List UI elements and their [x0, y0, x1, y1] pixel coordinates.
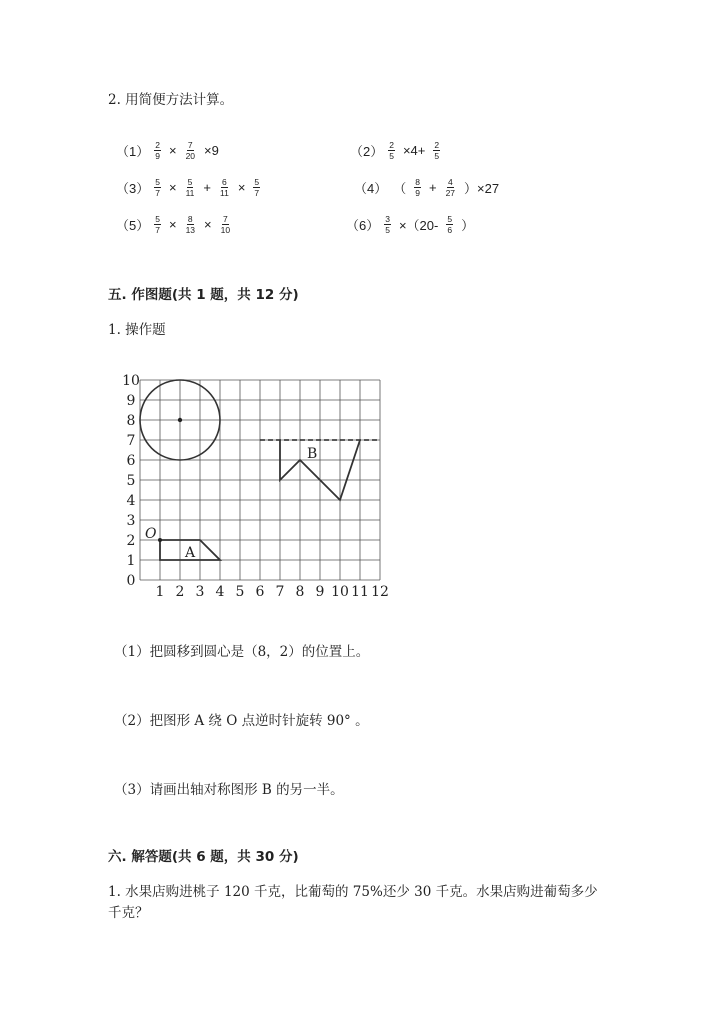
fraction — [185, 140, 196, 161]
operation-question-title: 1. 操作题 — [108, 322, 166, 338]
y-tick-label: 6 — [126, 453, 136, 469]
fraction — [154, 140, 161, 161]
problem-label: （6） — [346, 218, 380, 233]
task-1: （1）把圆移到圆心是（8，2）的位置上。 — [114, 644, 370, 660]
fraction — [433, 140, 440, 161]
operator: + — [428, 180, 437, 195]
y-tick-label: 1 — [126, 553, 136, 569]
x-tick-label: 1 — [155, 584, 165, 598]
y-tick-label: 8 — [126, 413, 136, 429]
numerator: 8 — [415, 177, 420, 187]
x-tick-label: 7 — [275, 584, 285, 598]
shape-b-label: B — [307, 446, 318, 462]
problem-3 — [116, 177, 262, 198]
y-tick-label: 3 — [126, 513, 136, 529]
y-tick-label: 9 — [126, 393, 136, 409]
numerator: 6 — [222, 177, 227, 187]
denominator: 11 — [219, 188, 229, 198]
fraction — [384, 214, 391, 235]
operator: ×9 — [204, 143, 219, 158]
fraction — [253, 177, 260, 198]
operator: ×（20- — [398, 218, 439, 233]
problem-label: （3） — [116, 181, 150, 196]
y-tick-label: 0 — [126, 573, 136, 589]
problem-1 — [116, 140, 222, 161]
y-tick-label: 10 — [122, 373, 140, 389]
operator: + — [203, 180, 211, 195]
x-tick-label: 11 — [351, 584, 369, 598]
operator: × — [168, 143, 177, 158]
x-tick-label: 4 — [215, 584, 225, 598]
denominator: 5 — [389, 151, 394, 161]
y-tick-label: 2 — [126, 533, 136, 549]
problem-label: （4） — [354, 181, 388, 196]
fraction — [154, 177, 161, 198]
numerator: 4 — [447, 177, 453, 187]
x-tick-label: 12 — [371, 584, 389, 598]
problem-label: （1） — [116, 144, 150, 159]
x-tick-label: 9 — [315, 584, 325, 598]
numerator: 7 — [222, 214, 228, 224]
operator: ） — [461, 218, 475, 233]
problem-4 — [354, 177, 502, 198]
fraction — [154, 214, 161, 235]
numerator: 2 — [389, 140, 394, 150]
fraction — [446, 214, 453, 235]
section-5-heading: 五. 作图题(共 1 题，共 12 分) — [108, 287, 299, 303]
denominator: 10 — [220, 225, 231, 235]
problem-5 — [116, 214, 233, 235]
fraction — [445, 177, 456, 198]
fraction — [414, 177, 421, 198]
fraction — [219, 177, 230, 198]
denominator: 27 — [445, 188, 456, 198]
task-2: （2）把图形 A 绕 O 点逆时针旋转 90° 。 — [114, 713, 369, 729]
x-tick-label: 3 — [195, 584, 205, 598]
coordinate-grid — [112, 368, 402, 598]
word-problem-line-1: 1. 水果店购进桃子 120 千克，比葡萄的 75%还少 30 千克。水果店购进葡萄多少 — [108, 884, 598, 900]
numerator: 3 — [385, 214, 390, 224]
problem-label: （5） — [116, 218, 150, 233]
x-tick-label: 6 — [255, 584, 265, 598]
y-tick-label: 4 — [126, 493, 136, 509]
operator: × — [204, 217, 212, 232]
operator: ×4+ — [402, 143, 426, 158]
operator: ）×27 — [464, 181, 500, 196]
denominator: 7 — [254, 188, 260, 198]
denominator: 13 — [185, 225, 196, 235]
denominator: 9 — [155, 151, 160, 161]
operator: × — [168, 217, 177, 232]
origin-label: O — [145, 526, 157, 542]
numerator: 8 — [187, 214, 193, 224]
denominator: 9 — [415, 188, 420, 198]
x-tick-label: 10 — [331, 584, 349, 598]
operator: × — [237, 180, 246, 195]
numerator: 5 — [155, 214, 160, 224]
x-tick-label: 2 — [175, 584, 185, 598]
denominator: 5 — [385, 225, 390, 235]
denominator: 5 — [434, 151, 440, 161]
x-tick-label: 5 — [235, 584, 245, 598]
operator: × — [168, 180, 177, 195]
task-3: （3）请画出轴对称图形 B 的另一半。 — [114, 782, 344, 798]
section-6-heading: 六. 解答题(共 6 题，共 30 分) — [108, 849, 299, 865]
word-problem-line-2: 千克？ — [108, 905, 149, 921]
numerator: 7 — [187, 140, 193, 150]
x-tick-label: 8 — [295, 584, 305, 598]
shape-a-label: A — [185, 545, 196, 561]
numerator: 2 — [434, 140, 440, 150]
numerator: 5 — [447, 214, 453, 224]
numerator: 2 — [155, 140, 160, 150]
y-tick-label: 5 — [126, 473, 136, 489]
denominator: 20 — [185, 151, 196, 161]
y-tick-label: 7 — [126, 433, 136, 449]
fraction — [185, 214, 196, 235]
operator: （ — [393, 181, 407, 196]
denominator: 7 — [155, 225, 160, 235]
circle-center-dot — [178, 418, 182, 422]
denominator: 7 — [155, 188, 160, 198]
numerator: 5 — [155, 177, 160, 187]
problem-2 — [350, 140, 442, 161]
problem-label: （2） — [350, 144, 384, 159]
denominator: 6 — [447, 225, 453, 235]
problem-6 — [346, 214, 477, 235]
denominator: 11 — [185, 188, 195, 198]
point-o-dot — [158, 538, 162, 542]
numerator: 5 — [254, 177, 260, 187]
fraction — [185, 177, 196, 198]
fraction — [388, 140, 395, 161]
question-2-title: 2. 用简便方法计算。 — [108, 92, 234, 108]
numerator: 5 — [187, 177, 193, 187]
fraction — [220, 214, 231, 235]
